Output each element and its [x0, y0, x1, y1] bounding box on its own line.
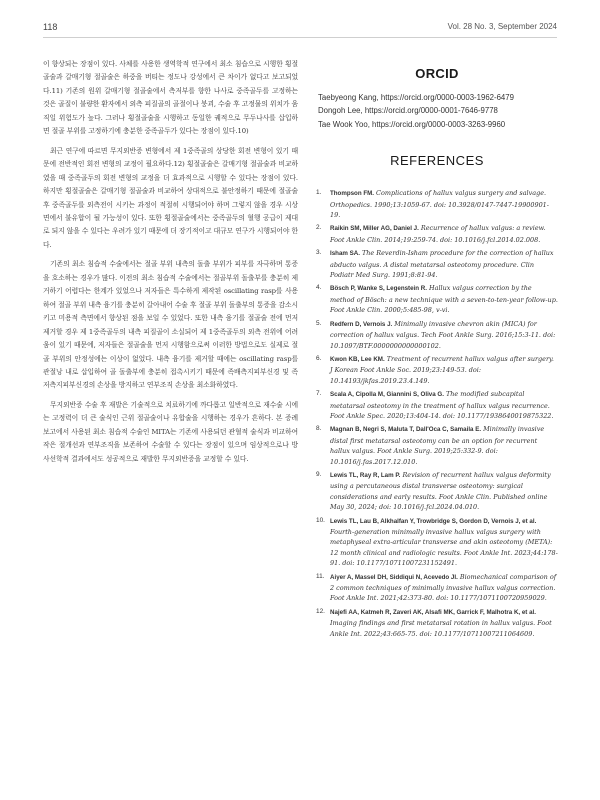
reference-item	[316, 516, 558, 569]
reference-item	[316, 248, 558, 280]
page-header	[43, 22, 557, 36]
reference-item	[316, 607, 558, 639]
reference-item	[316, 424, 558, 467]
reference-citation: Biomechanical comparison of 2 common techniques of minimally invasive hallux valgus correction. Foot Ankle Int. 2021;42:373-80. doi: 10.1177/1071100720959029.	[330, 572, 557, 603]
reference-authors: Magnan B, Negri S, Maluta T, Dall'Oca C, Samaila E.	[330, 426, 482, 434]
reference-number: 5.	[316, 319, 322, 327]
reference-authors: Raikin SM, Miller AG, Daniel J.	[330, 225, 419, 233]
reference-citation: Fourth-generation minimally invasive hallux valgus surgery with metaphyseal extra-articular transverse and akin osteotomy (META): 12 month clinical and radiologic results. Foot Ankle Int. 2023;44:178-91. doi: 10.1177/10711007231152491.	[330, 528, 558, 568]
reference-citation: The Reverdin-Isham procedure for the correction of hallux abducto valgus. A distal metatarsal osteotomy procedure. Clin Podiatr Med Surg. 1991;8:81-94.	[330, 249, 554, 280]
reference-list	[316, 188, 558, 639]
reference-citation: The modified subcapital metatarsal osteotomy in the treatment of hallux valgus recurrence. Foot Ankle Spec. 2020;13:404-14. doi: 10.1177/1938640019875322.	[330, 390, 554, 420]
body-paragraph: 기존의 최소 침습적 수술에서는 절골 부위 내측의 돌출 부위가 피부를 자극하며 통증을 호소하는 경우가 많다. 이전의 최소 침습적 수술에서는 절골부위 돌출부를 충분히 제거하기 어렵다는 한계가 있었으나 저자들은 특수하게 제작된 oscillating rasp를 사용하여 절골 부위 내측 융기를 충분히 갈아내어 수술 후 절골 부위 돌출부의 통증을 감소시키고 미용적 측면에서 향상된 점을 보일 수 있었다. 또한 내측 융기를 절골술 전에 먼저 제거할 경우 제 1중족골두의 내측 피질골이 소실되어 제 1중족골두의 외측 전위에 어려움이 있기 때문에, 저자들은 절골술을 먼저 시행함으로써 이러한 방법으로도 실제로 절골 부위의 안정성에는 이상이 없었다. 내측 융기를 제거할 때에는 oscillating rasp를 관절낭 내로 삽입하여 골 돌출부에 충분히 접촉시키기 때문에 족배측지피부신경 및 족저측지피부신경의 손상을 방지하고 연부조직 손상을 최소화하였다.	[43, 260, 298, 390]
reference-item	[316, 354, 558, 386]
reference-number: 2.	[316, 224, 322, 232]
reference-citation: Complications of hallux valgus surgery and salvage. Orthopedics. 1990;13:1059-67. doi: 10.3928/0147-7447-19900901-19.	[330, 189, 549, 220]
reference-number: 12.	[316, 607, 325, 615]
body-paragraph: 이 향상되는 장점이 있다. 사체를 사용한 생역학적 연구에서 최소 침습으로 시행한 횡절골술과 갈매기형 절골술은 하중을 버티는 정도나 강성에서 큰 차이가 없다고 보고되었다.11) 기존의 원위 갈매기형 절골술에서 측저부를 향한 나사로 중족골두를 고정하는 것은 골질이 불량한 환자에서 외측 피질골의 골절이나 붕괴, 수술 후 고정물의 위치가 움직일 위험도가 높다. 그러나 횡절골술을 시행하고 동일한 궤적으로 무두나사를 삽입하면 절골 부위를 고정하기에 충분한 중족골두가 있다는 장점이 있다.10)	[43, 60, 298, 136]
reference-authors: Isham SA.	[330, 250, 360, 258]
reference-authors: Scala A, Cipolla M, Giannini S, Oliva G.	[330, 391, 444, 399]
reference-number: 6.	[316, 354, 322, 362]
reference-item	[316, 319, 558, 351]
reference-authors: Bösch P, Wanke S, Legenstein R.	[330, 285, 427, 293]
reference-citation: Minimally invasive distal first metatarsal osteotomy can be an option for recurrent hallux valgus. Foot Ankle Surg. 2019;25:332-9. doi: 10.1016/j.fas.2017.12.010.	[330, 425, 545, 466]
body-paragraph: 최근 연구에 따르면 무지외반증 변형에서 제 1중족골의 상당한 회전 변형이 있기 때문에 전반적인 회전 변형의 교정이 필요하다.12) 횡절골술은 갈매기형 절골술과 비교하였을 때 중족골두의 회전 변형의 교정을 더 효과적으로 시행할 수 있다는 장점이 있다. 하지만 횡절골술은 갈매기형 절골술과 비교하여 상대적으로 불안정하기 때문에 절골술 후 중족골두를 외측전이 시키는 과정이 적절히 시행되어야 하며 그렇지 않을 경우 시상면에서 불유합이 될 가능성이 있다. 또한 횡절골술에서는 중족골두의 혈행 공급이 제대로 되지 않을 수 있다는 우려가 있기 때문에 더 장기적이고 대규모 연구가 시행되어야 한다.	[43, 146, 298, 249]
reference-authors: Redfern D, Vernois J.	[330, 320, 393, 328]
reference-citation: Imaging findings and first metatarsal rotation in hallux valgus. Foot Ankle Int. 2022;43:665-75. doi: 10.1177/10711007211064609.	[330, 619, 552, 638]
reference-authors: Lewis TL, Lau B, Alkhalfan Y, Trowbridge S, Gordon D, Vernois J, et al.	[330, 517, 537, 525]
reference-citation: Recurrence of hallux valgus: a review. Foot Ankle Clin. 2014;19:259-74. doi: 10.1016/j.fcl.2014.02.008.	[330, 224, 546, 244]
orcid-list	[318, 91, 558, 131]
reference-authors: Kwon KB, Lee KM.	[330, 355, 385, 363]
reference-citation: Treatment of recurrent hallux valgus after surgery. J Korean Foot Ankle Soc. 2019;23:149-53. doi: 10.14193/jkfas.2019.23.4.149.	[330, 354, 554, 385]
reference-item	[316, 389, 558, 421]
running-head: Vol. 28 No. 3, September 2024	[447, 22, 557, 31]
reference-authors: Lewis TL, Ray R, Lam P.	[330, 471, 401, 479]
reference-item	[316, 188, 558, 220]
orcid-entry[interactable]: Taebyeong Kang, https://orcid.org/0000-0003-1962-6479	[318, 93, 514, 102]
page-number: 118	[43, 22, 58, 32]
reference-number: 10.	[316, 516, 325, 524]
orcid-entry[interactable]: Tae Wook Yoo, https://orcid.org/0000-0003-3263-9960	[318, 119, 506, 129]
reference-number: 9.	[316, 470, 322, 478]
orcid-heading: ORCID	[415, 66, 459, 81]
reference-authors: Najefi AA, Katmeh R, Zaveri AK, Alsafi MK, Garrick F, Malhotra K, et al.	[330, 608, 536, 616]
reference-number: 1.	[316, 189, 322, 197]
reference-item	[316, 223, 558, 245]
reference-number: 11.	[316, 572, 325, 580]
references-heading: REFERENCES	[390, 153, 484, 169]
reference-citation: Hallux valgus correction by the method of Bösch: a new technique with a seven-to-ten-year follow-up. Foot Ankle Clin. 2000;5:485-98, v-vi.	[330, 284, 558, 315]
reference-number: 3.	[316, 249, 322, 257]
reference-authors: Thompson FM.	[330, 190, 374, 198]
right-column	[316, 58, 558, 642]
body-paragraph: 무지외반증 수술 후 재발은 기술적으로 치료하기에 까다롭고 일반적으로 재수술 시에는 고정력이 더 큰 술식인 근위 절골술이나 유합술을 시행하는 경우가 흔하다. 본 증례 보고에서 사용된 최소 침습적 수술인 MITA는 기존에 사용되던 관혈적 술식과 비교하여 작은 절개선과 연부조직을 보존하여 수술할 수 있다는 장점이 있으며 임상적으로나 방사선학적 결과에서도 성공적으로 재발한 무지외반증을 교정할 수 있다.	[43, 400, 298, 463]
reference-item	[316, 470, 558, 513]
reference-citation: Revision of recurrent hallux valgus deformity using a percutaneous distal transverse osteotomy: surgical considerations and early results. Foot Ankle Clin. Published online May 30, 2024; doi: 10.1016/j.fcl.2024.04.010.	[330, 470, 551, 512]
reference-item	[316, 283, 558, 315]
reference-item	[316, 572, 558, 604]
reference-number: 8.	[316, 425, 322, 433]
reference-authors: Aiyer A, Massel DH, Siddiqui N, Acevedo JI.	[330, 573, 458, 581]
body-text-column	[43, 58, 298, 472]
reference-citation: Minimally invasive chevron akin (MICA) for correction of hallux valgus. Tech Foot Ankle Surg. 2016;15:3-11. doi: 10.1097/BTF.0000000000000102.	[330, 319, 556, 350]
reference-number: 7.	[316, 390, 322, 398]
header-rule	[43, 37, 557, 38]
reference-number: 4.	[316, 284, 322, 292]
orcid-entry[interactable]: Dongoh Lee, https://orcid.org/0000-0001-7646-9778	[318, 106, 498, 116]
